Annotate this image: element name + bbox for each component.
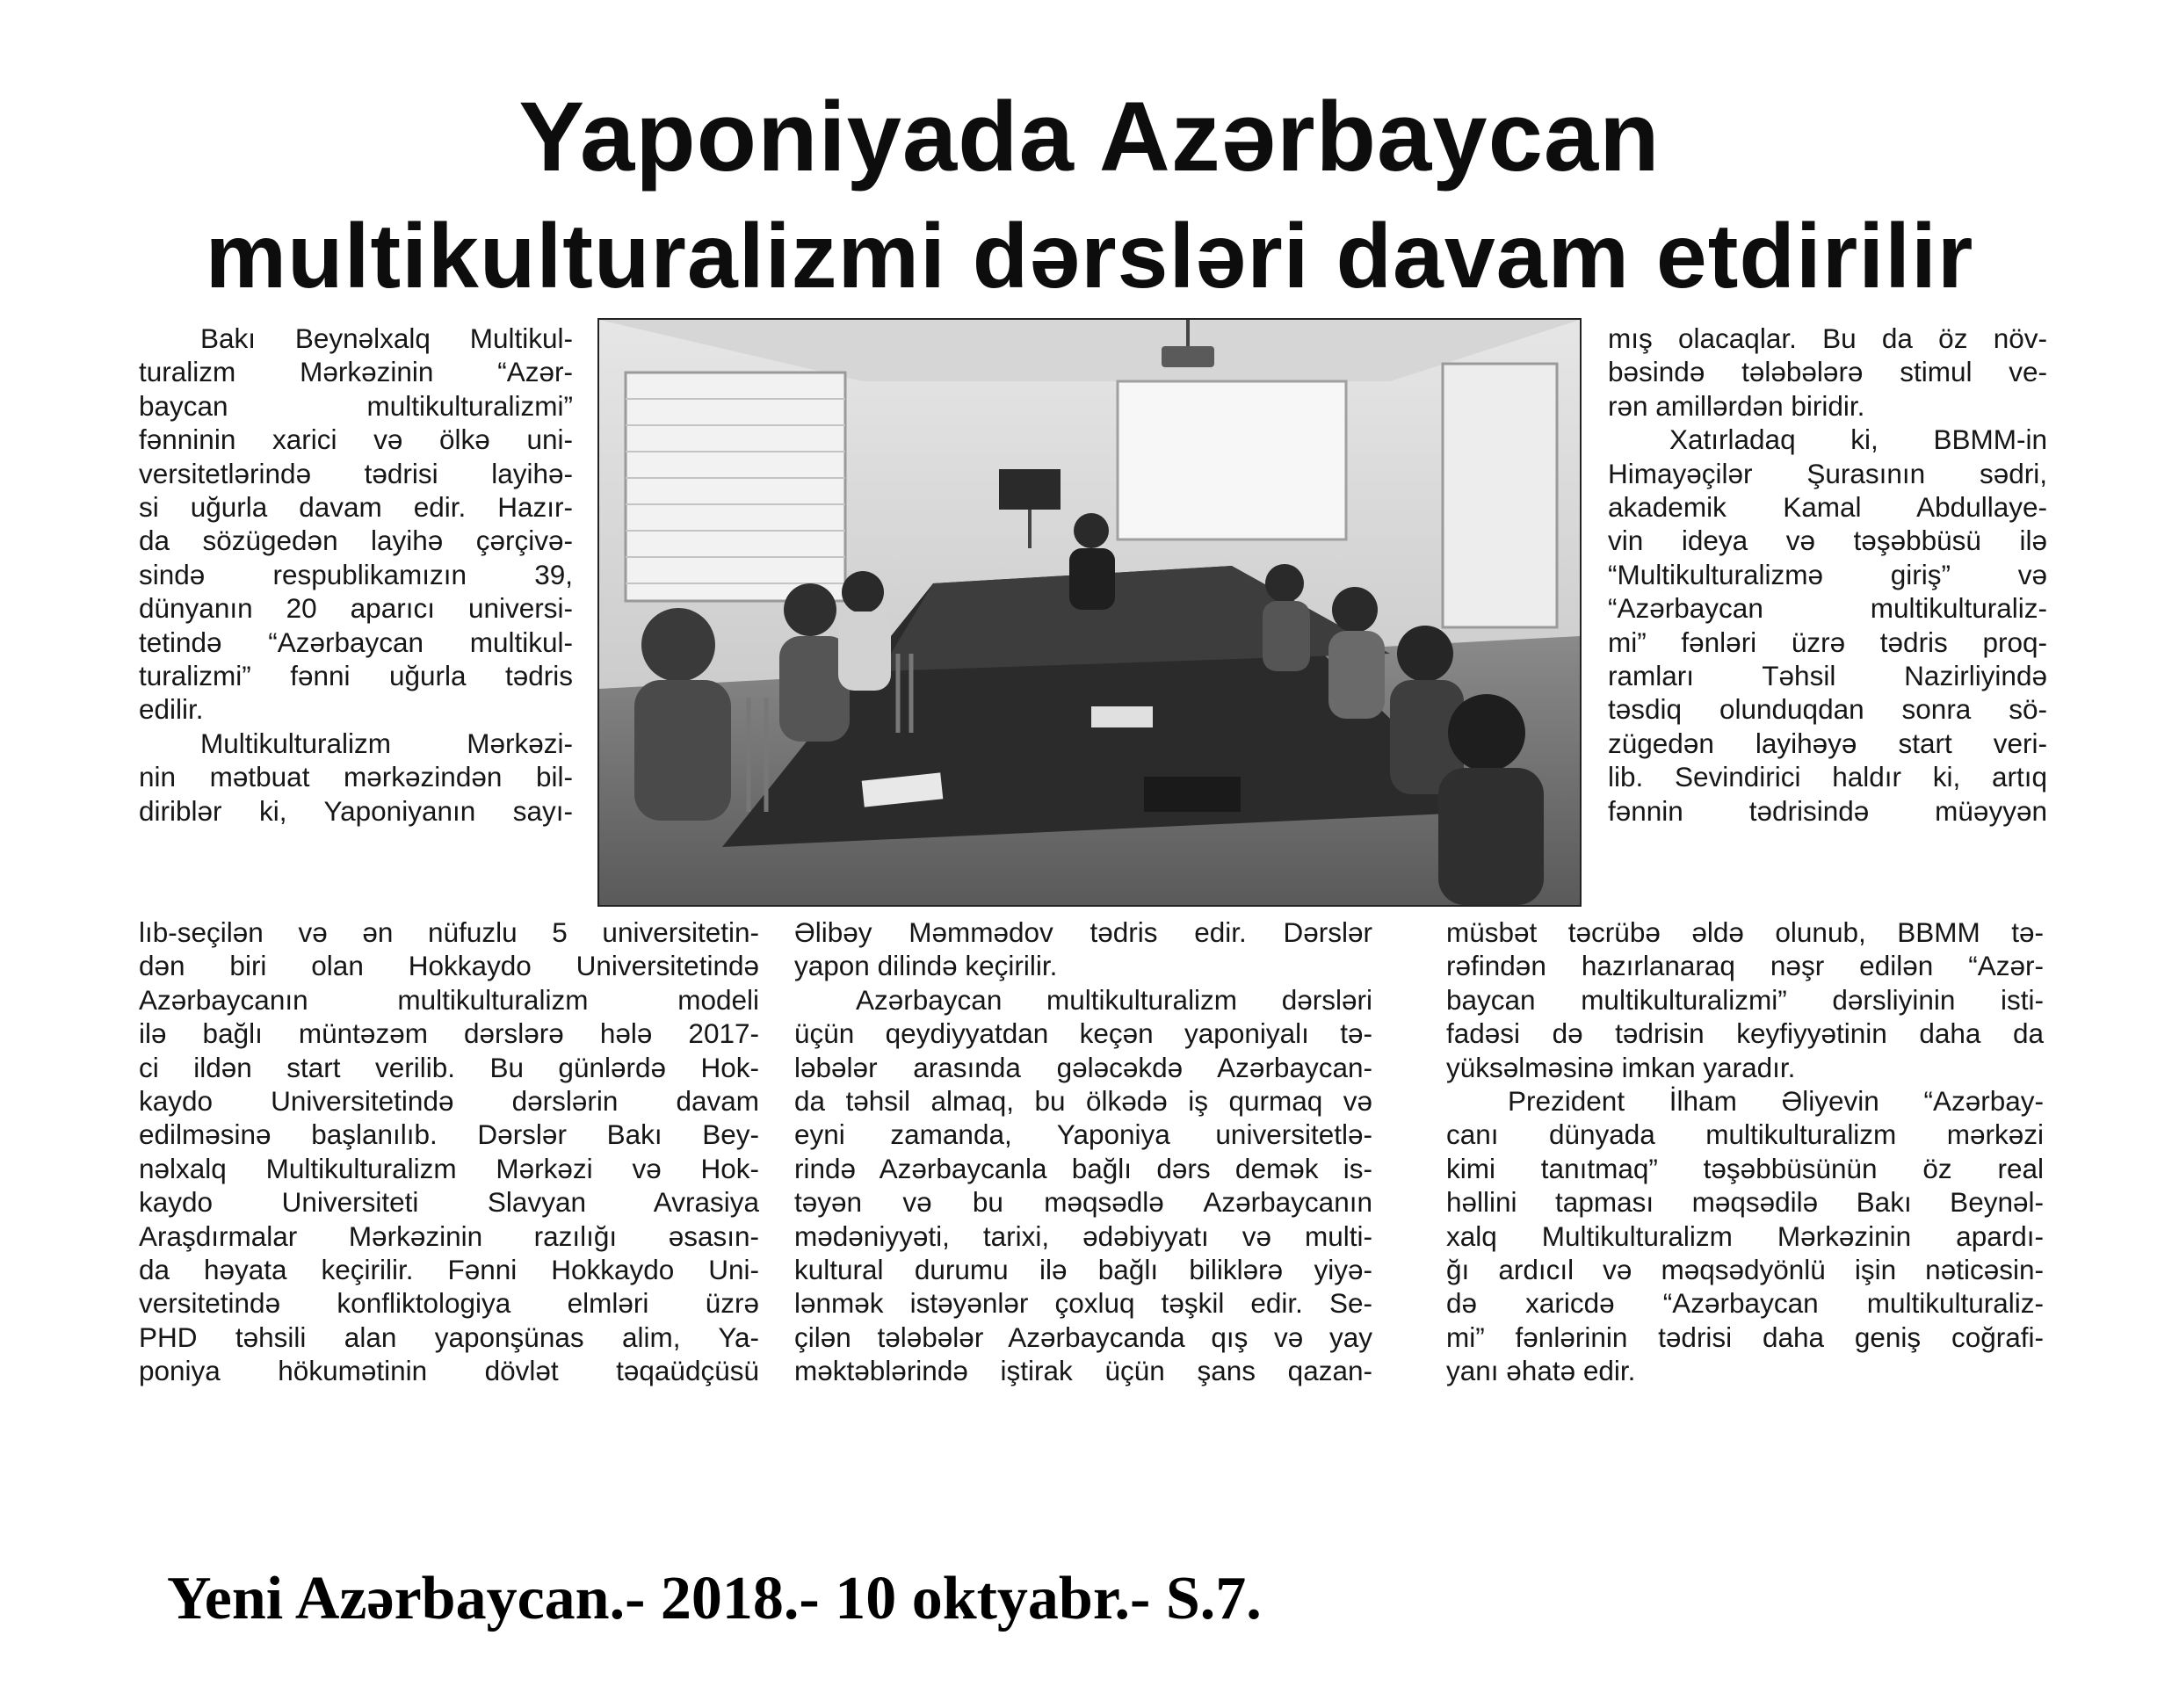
article-text-line: canı dünyada multikulturalizm mərkəzi [1446,1118,2044,1151]
article-text-line: ləbələr arasında gələcəkdə Azərbaycan- [794,1051,1372,1083]
article-text-line: rində Azərbaycanla bağlı dərs demək is- [794,1152,1372,1184]
article-text-line: mış olacaqlar. Bu da öz növ- [1608,322,2047,354]
article-text-line: təyən və bu məqsədlə Azərbaycanın [794,1186,1372,1219]
column-right-lower [1446,916,2044,1388]
article-text-line: ci ildən start verilib. Bu günlərdə Hok- [139,1051,759,1083]
article-text-line: dünyanın 20 aparıcı universi- [139,592,573,625]
article-text-line: Azərbaycan multikulturalizm dərsləri [856,983,1372,1016]
article-text-line: bəsində tələbələrə stimul ve- [1608,356,2047,388]
headline-line-2: multikulturalizmi dərsləri davam etdirilir [205,206,1974,308]
article-text-line: kimi tanıtmaq” təşəbbüsünün öz real [1446,1152,2044,1184]
article-text-line: Əlibəy Məmmədov tədris edir. Dərslər [794,916,1372,948]
article-text-line: edilir. [139,693,204,726]
article-text-line: məktəblərində iştirak üçün şans qazan- [794,1355,1372,1387]
article-text-line: vin ideya və təşəbbüsü ilə [1608,525,2047,557]
article-text-line: təsdiq olunduqdan sonra sö- [1608,693,2047,726]
article-text-line: baycan multikulturalizmi” [139,389,573,422]
article-text-line: mi” fənləri üzrə tədris proq- [1608,626,2047,658]
article-text-line: kaydo Universiteti Slavyan Avrasiya [139,1186,759,1219]
article-text-line: si uğurla davam edir. Hazır- [139,491,573,524]
article-text-line: də xaricdə “Azərbaycan multikulturaliz- [1446,1287,2044,1320]
article-text-line: Bakı Beynəlxalq Multikul- [200,322,573,354]
article-text-line: üçün qeydiyyatdan keçən yaponiyalı tə- [794,1017,1372,1050]
article-text-line: ğı ardıcıl və məqsədyönlü işin nəticəsin- [1446,1254,2044,1286]
article-text-line: xalq Multikulturalizm Mərkəzinin apardı- [1446,1219,2044,1252]
column-left-upper [139,322,573,828]
classroom-meeting-photo [597,318,1582,907]
article-text-line: zügedən layihəyə start veri- [1608,727,2047,759]
article-text-line: həllini tapması məqsədilə Bakı Beynəl- [1446,1186,2044,1219]
article-text-line: Araşdırmalar Mərkəzinin razılığı əsasın- [139,1219,759,1252]
article-text-line: lib. Sevindirici haldır ki, artıq [1608,761,2047,793]
article-text-line: dən biri olan Hokkaydo Universitetində [139,950,759,982]
article-text-line: kaydo Universitetində dərslərin davam [139,1085,759,1118]
article-text-line: fənninin xarici və ölkə uni- [139,423,573,456]
article-text-line: Himayəçilər Şurasının sədri, [1608,457,2047,489]
article-text-line: fadəsi də tədrisin keyfiyyətinin daha da [1446,1017,2044,1050]
column-middle [794,916,1372,1388]
article-text-line: baycan multikulturalizmi” dərsliyinin isti- [1446,983,2044,1016]
headline-line-1: Yaponiyada Azərbaycan [518,82,1661,192]
article-text-line: turalizmi” fənni uğurla tədris [139,660,573,692]
article-text-line: “Azərbaycan multikulturaliz- [1608,592,2047,625]
article-text-line: nin mətbuat mərkəzindən bil- [139,761,573,793]
article-text-line: poniya hökumətinin dövlət təqaüdçüsü [139,1355,759,1387]
article-text-line: ramları Təhsil Nazirliyində [1608,660,2047,692]
article-text-line: Multikulturalizm Mərkəzi- [200,727,573,759]
article-text-line: diriblər ki, Yaponiyanın sayı- [139,794,573,827]
column-right-upper [1608,322,2047,828]
article-text-line: rəfindən hazırlanaraq nəşr edilən “Azər- [1446,950,2044,982]
article-text-line: müsbət təcrübə əldə olunub, BBMM tə- [1446,916,2044,948]
article-text-line: ilə bağlı müntəzəm dərslərə hələ 2017- [139,1017,759,1050]
article-text-line: yapon dilində keçirilir. [794,950,1058,982]
article-text-line: Prezident İlham Əliyevin “Azərbay- [1508,1085,2044,1118]
article-text-line: versitetində konfliktologiya elmləri üzrə [139,1287,759,1320]
article-text-line: rən amillərdən biridir. [1608,389,1865,422]
article-text-line: tetində “Azərbaycan multikul- [139,626,573,658]
article-text-line: “Multikulturalizmə giriş” və [1608,558,2047,590]
column-left-lower [139,916,759,1388]
source-citation: Yeni Azərbaycan.- 2018.- 10 oktyabr.- S.7. [167,1565,1262,1632]
article-text-line: da həyata keçirilir. Fənni Hokkaydo Uni- [139,1254,759,1286]
article-text-line: versitetlərində tədrisi layihə- [139,457,573,489]
article-text-line: çilən tələbələr Azərbaycanda qış və yay [794,1321,1372,1353]
article-text-line: Xatırladaq ki, BBMM-in [1669,423,2047,456]
article-text-line: Azərbaycanın multikulturalizm modeli [139,983,759,1016]
article-text-line: turalizm Mərkəzinin “Azər- [139,356,573,388]
article-text-line: lıb-seçilən və ən nüfuzlu 5 universitetin- [139,916,759,948]
article-text-line: lənmək istəyənlər çoxluq təşkil edir. Se- [794,1287,1372,1320]
article-text-line: kultural durumu ilə bağlı biliklərə yiyə- [794,1254,1372,1286]
article-text-line: da sözügedən layihə çərçivə- [139,525,573,557]
article-text-line: eyni zamanda, Yaponiya universitetlə- [794,1118,1372,1151]
article-text-line: yanı əhatə edir. [1446,1355,1636,1387]
article-text-line: nəlxalq Multikulturalizm Mərkəzi və Hok- [139,1152,759,1184]
article-text-line: mi” fənlərinin tədrisi daha geniş coğrafi- [1446,1321,2044,1353]
article-text-line: mədəniyyəti, tarixi, ədəbiyyatı və multi- [794,1219,1372,1252]
article-text-line: yüksəlməsinə imkan yaradır. [1446,1051,1796,1083]
article-text-line: akademik Kamal Abdullaye- [1608,491,2047,524]
article-text-line: PHD təhsili alan yaponşünas alim, Ya- [139,1321,759,1353]
article-text-line: sində respublikamızın 39, [139,558,573,590]
article-text-line: da təhsil almaq, bu ölkədə iş qurmaq və [794,1085,1372,1118]
article-text-line: fənnin tədrisində müəyyən [1608,794,2047,827]
article-text-line: edilməsinə başlanılıb. Dərslər Bakı Bey- [139,1118,759,1151]
